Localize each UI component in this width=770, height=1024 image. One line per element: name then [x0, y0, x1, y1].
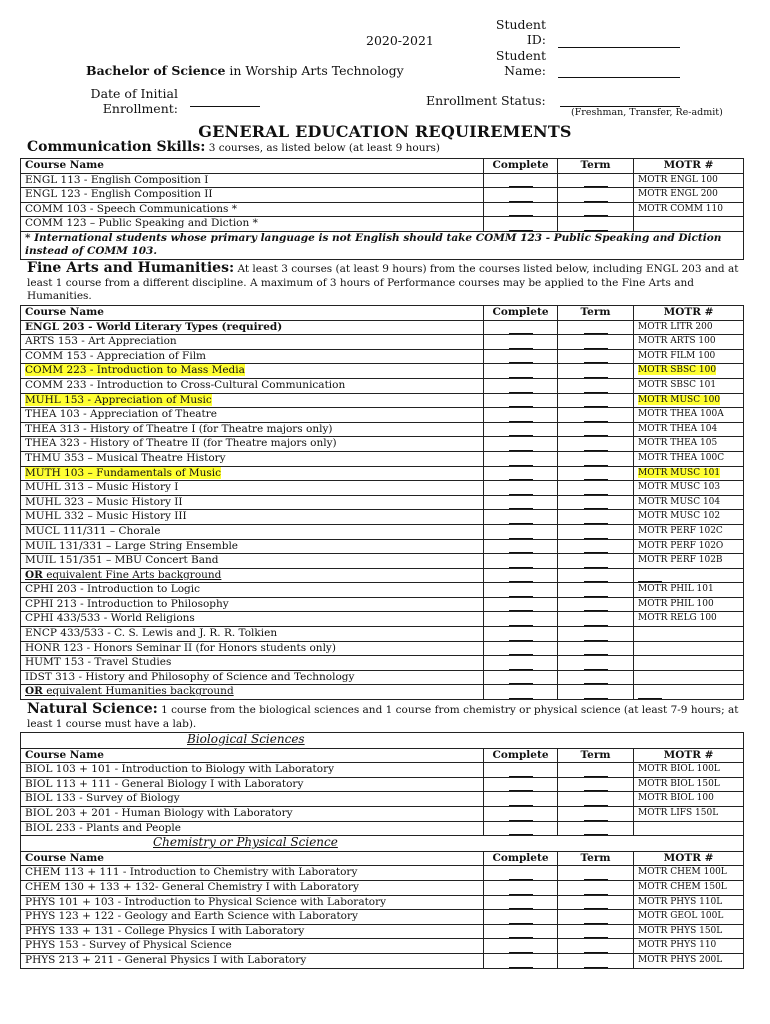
motr-code: MOTR FILM 100	[634, 349, 744, 364]
course-name: CHEM 130 + 133 + 132- General Chemistry I with Laboratory	[21, 880, 484, 895]
motr-code: MOTR PERF 102B	[634, 554, 744, 569]
term-field[interactable]	[558, 539, 634, 554]
term-field[interactable]	[558, 670, 634, 685]
column-header-row	[21, 306, 744, 321]
or-label: OR	[25, 568, 43, 581]
course-name: THMU 353 – Musical Theatre History	[21, 451, 484, 466]
col-course-name: Course Name	[21, 851, 484, 866]
motr-code: MOTR SBSC 101	[634, 378, 744, 393]
course-row	[21, 393, 744, 408]
complete-field[interactable]	[484, 670, 558, 685]
term-field[interactable]	[558, 583, 634, 598]
motr-code: MOTR THEA 104	[634, 422, 744, 437]
term-field[interactable]	[558, 685, 634, 700]
course-name: ENGL 203 - World Literary Types (required)	[21, 320, 484, 335]
motr-code: MOTR THEA 105	[634, 437, 744, 452]
column-header-row	[21, 748, 744, 763]
course-name: THEA 103 - Appreciation of Theatre	[21, 408, 484, 423]
initial-enrollment-field[interactable]	[190, 106, 260, 107]
course-row	[21, 539, 744, 554]
initial-enrollment-label: Date of Initial Enrollment:	[90, 86, 178, 116]
col-term: Term	[558, 748, 634, 763]
biological-sciences-title: Biological Sciences	[21, 733, 744, 749]
course-row	[21, 924, 744, 939]
course-row	[21, 597, 744, 612]
complete-field[interactable]	[484, 597, 558, 612]
course-name: PHYS 123 + 122 - Geology and Earth Science with Laboratory	[21, 910, 484, 925]
course-row	[21, 202, 744, 217]
term-field[interactable]	[558, 763, 634, 778]
term-field[interactable]	[558, 641, 634, 656]
course-name: PHYS 213 + 211 - General Physics I with Laboratory	[21, 953, 484, 968]
motr-code: MOTR CHEM 100L	[634, 866, 744, 881]
term-field[interactable]	[558, 895, 634, 910]
term-field[interactable]	[558, 437, 634, 452]
communication-heading: Communication Skills: 3 courses, as listed below (at least 9 hours)	[27, 139, 440, 155]
motr-code	[634, 627, 744, 642]
motr-code	[634, 568, 744, 583]
course-name: ARTS 153 - Art Appreciation	[21, 335, 484, 350]
motr-code: MOTR PERF 102O	[634, 539, 744, 554]
motr-code: MOTR BIOL 150L	[634, 777, 744, 792]
student-id-label: Student ID:	[495, 17, 546, 47]
term-field[interactable]	[558, 481, 634, 496]
complete-field[interactable]	[484, 583, 558, 598]
col-motr: MOTR #	[634, 851, 744, 866]
course-row	[21, 895, 744, 910]
term-field[interactable]	[558, 451, 634, 466]
motr-code: MOTR BIOL 100L	[634, 763, 744, 778]
course-name: BIOL 103 + 101 - Introduction to Biology with Laboratory	[21, 763, 484, 778]
complete-field[interactable]	[484, 777, 558, 792]
term-field[interactable]	[558, 320, 634, 335]
course-row	[21, 627, 744, 642]
international-note-row	[21, 231, 744, 259]
term-field[interactable]	[558, 408, 634, 423]
term-field[interactable]	[558, 393, 634, 408]
natural-science-heading: Natural Science: 1 course from the biological sciences and 1 course from chemistry or physical science (at least 7-9 hours; at least 1 course must have a lab).	[27, 701, 739, 730]
course-row	[21, 349, 744, 364]
term-field[interactable]	[558, 217, 634, 232]
complete-field[interactable]	[484, 378, 558, 393]
course-name: HUMT 153 - Travel Studies	[21, 656, 484, 671]
course-row	[21, 422, 744, 437]
complete-field[interactable]	[484, 408, 558, 423]
course-name: CPHI 213 - Introduction to Philosophy	[21, 597, 484, 612]
col-complete: Complete	[484, 306, 558, 321]
term-field[interactable]	[558, 524, 634, 539]
complete-field[interactable]	[484, 685, 558, 700]
motr-code	[634, 641, 744, 656]
term-field[interactable]	[558, 202, 634, 217]
column-header-row	[21, 159, 744, 174]
motr-code: MOTR MUSC 104	[634, 495, 744, 510]
course-row	[21, 481, 744, 496]
motr-code: MOTR LIFS 150L	[634, 806, 744, 821]
term-field[interactable]	[558, 880, 634, 895]
complete-field[interactable]	[484, 437, 558, 452]
motr-code	[634, 685, 744, 700]
term-field[interactable]	[558, 364, 634, 379]
motr-code	[634, 217, 744, 232]
course-row	[21, 583, 744, 598]
course-row	[21, 792, 744, 807]
student-name-field[interactable]	[558, 77, 680, 78]
col-course-name: Course Name	[21, 159, 484, 174]
motr-code: MOTR LITR 200	[634, 320, 744, 335]
complete-field[interactable]	[484, 173, 558, 188]
complete-field[interactable]	[484, 910, 558, 925]
complete-field[interactable]	[484, 612, 558, 627]
course-name: COMM 103 - Speech Communications *	[21, 202, 484, 217]
complete-field[interactable]	[484, 320, 558, 335]
chemistry-physical-title: Chemistry or Physical Science	[21, 836, 744, 852]
term-field[interactable]	[558, 554, 634, 569]
or-label: OR	[25, 685, 43, 698]
complete-field[interactable]	[484, 481, 558, 496]
course-name: THEA 313 - History of Theatre I (for Theatre majors only)	[21, 422, 484, 437]
term-field[interactable]	[558, 939, 634, 954]
col-complete: Complete	[484, 851, 558, 866]
communication-table	[20, 158, 744, 260]
course-name: PHYS 153 - Survey of Physical Science	[21, 939, 484, 954]
course-row	[21, 408, 744, 423]
course-name: BIOL 133 - Survey of Biology	[21, 792, 484, 807]
course-row	[21, 437, 744, 452]
international-note: * International students whose primary language is not English should take COMM 123 - Public Speaking and Diction instead of COMM 103.	[21, 231, 744, 259]
term-field[interactable]	[558, 924, 634, 939]
term-field[interactable]	[558, 378, 634, 393]
complete-field[interactable]	[484, 364, 558, 379]
complete-field[interactable]	[484, 939, 558, 954]
complete-field[interactable]	[484, 393, 558, 408]
complete-field[interactable]	[484, 188, 558, 203]
col-motr: MOTR #	[634, 306, 744, 321]
course-row	[21, 866, 744, 881]
term-field[interactable]	[558, 792, 634, 807]
term-field[interactable]	[558, 349, 634, 364]
course-name: MUCL 111/311 – Chorale	[21, 524, 484, 539]
course-name: COMM 123 – Public Speaking and Diction *	[21, 217, 484, 232]
complete-field[interactable]	[484, 495, 558, 510]
course-row	[21, 685, 744, 700]
term-field[interactable]	[558, 173, 634, 188]
course-row	[21, 510, 744, 525]
course-row	[21, 656, 744, 671]
col-course-name: Course Name	[21, 748, 484, 763]
term-field[interactable]	[558, 510, 634, 525]
term-field[interactable]	[558, 188, 634, 203]
col-motr: MOTR #	[634, 159, 744, 174]
course-name: ENCP 433/533 - C. S. Lewis and J. R. R. Tolkien	[21, 627, 484, 642]
col-course-name: Course Name	[21, 306, 484, 321]
complete-field[interactable]	[484, 880, 558, 895]
motr-code: MOTR PHYS 150L	[634, 924, 744, 939]
course-row	[21, 910, 744, 925]
term-field[interactable]	[558, 335, 634, 350]
motr-code: MOTR COMM 110	[634, 202, 744, 217]
course-row	[21, 641, 744, 656]
course-name: ENGL 123 - English Composition II	[21, 188, 484, 203]
motr-code: MOTR MUSC 100	[634, 393, 744, 408]
motr-code: MOTR ENGL 100	[634, 173, 744, 188]
course-name: OR equivalent Fine Arts background	[21, 568, 484, 583]
complete-field[interactable]	[484, 524, 558, 539]
complete-field[interactable]	[484, 953, 558, 968]
motr-code: MOTR MUSC 103	[634, 481, 744, 496]
term-field[interactable]	[558, 612, 634, 627]
course-name: BIOL 203 + 201 - Human Biology with Laboratory	[21, 806, 484, 821]
course-row	[21, 524, 744, 539]
course-row	[21, 821, 744, 836]
term-field[interactable]	[558, 953, 634, 968]
course-row	[21, 568, 744, 583]
motr-code: MOTR BIOL 100	[634, 792, 744, 807]
course-name: MUHL 313 – Music History I	[21, 481, 484, 496]
motr-code: MOTR PHYS 110	[634, 939, 744, 954]
col-term: Term	[558, 851, 634, 866]
course-name: MUIL 131/331 – Large String Ensemble	[21, 539, 484, 554]
complete-field[interactable]	[484, 568, 558, 583]
complete-field[interactable]	[484, 539, 558, 554]
term-field[interactable]	[558, 422, 634, 437]
complete-field[interactable]	[484, 895, 558, 910]
complete-field[interactable]	[484, 217, 558, 232]
complete-field[interactable]	[484, 656, 558, 671]
complete-field[interactable]	[484, 866, 558, 881]
course-row	[21, 763, 744, 778]
complete-field[interactable]	[484, 792, 558, 807]
motr-code	[634, 821, 744, 836]
term-field[interactable]	[558, 495, 634, 510]
course-name: COMM 233 - Introduction to Cross-Cultural Communication	[21, 378, 484, 393]
motr-code: MOTR GEOL 100L	[634, 910, 744, 925]
course-name: CHEM 113 + 111 - Introduction to Chemistry with Laboratory	[21, 866, 484, 881]
course-name: CPHI 433/533 - World Religions	[21, 612, 484, 627]
complete-field[interactable]	[484, 806, 558, 821]
term-field[interactable]	[558, 866, 634, 881]
motr-code: MOTR ARTS 100	[634, 335, 744, 350]
course-name: OR equivalent Humanities background	[21, 685, 484, 700]
col-motr: MOTR #	[634, 748, 744, 763]
enrollment-status-hint: (Freshman, Transfer, Re-admit)	[571, 107, 723, 118]
course-name: ENGL 113 - English Composition I	[21, 173, 484, 188]
fine-arts-heading: Fine Arts and Humanities: At least 3 courses (at least 9 hours) from the courses listed below, including ENGL 203 and at least 1 course from a different discipline. A maximum of 3 hours of Performance courses may be applied to the Fine Arts and Humanities.	[27, 260, 739, 302]
complete-field[interactable]	[484, 763, 558, 778]
complete-field[interactable]	[484, 627, 558, 642]
course-row	[21, 217, 744, 232]
course-row	[21, 173, 744, 188]
motr-code: MOTR SBSC 100	[634, 364, 744, 379]
complete-field[interactable]	[484, 554, 558, 569]
biological-sciences-title-row	[21, 733, 744, 749]
motr-code: MOTR MUSC 102	[634, 510, 744, 525]
complete-field[interactable]	[484, 335, 558, 350]
course-row	[21, 378, 744, 393]
course-row	[21, 451, 744, 466]
course-name: BIOL 233 - Plants and People	[21, 821, 484, 836]
term-field[interactable]	[558, 656, 634, 671]
motr-code: MOTR ENGL 200	[634, 188, 744, 203]
motr-code	[634, 670, 744, 685]
complete-field[interactable]	[484, 202, 558, 217]
course-name: MUHL 323 – Music History II	[21, 495, 484, 510]
motr-code: MOTR PHYS 200L	[634, 953, 744, 968]
course-name: MUHL 153 - Appreciation of Music	[21, 393, 484, 408]
course-row	[21, 806, 744, 821]
motr-code: MOTR THEA 100C	[634, 451, 744, 466]
fine-arts-table	[20, 305, 744, 700]
motr-code: MOTR PHIL 100	[634, 597, 744, 612]
term-field[interactable]	[558, 777, 634, 792]
motr-code: MOTR MUSC 101	[634, 466, 744, 481]
degree-title: Bachelor of Science in Worship Arts Technology	[86, 63, 404, 78]
motr-code	[634, 656, 744, 671]
term-field[interactable]	[558, 597, 634, 612]
course-name: BIOL 113 + 111 - General Biology I with Laboratory	[21, 777, 484, 792]
course-name: MUTH 103 – Fundamentals of Music	[21, 466, 484, 481]
course-name: COMM 153 - Appreciation of Film	[21, 349, 484, 364]
course-name: PHYS 133 + 131 - College Physics I with Laboratory	[21, 924, 484, 939]
course-row	[21, 320, 744, 335]
complete-field[interactable]	[484, 924, 558, 939]
page-title: GENERAL EDUCATION REQUIREMENTS	[198, 122, 572, 141]
chemistry-physical-title-row	[21, 836, 744, 852]
course-name: COMM 223 - Introduction to Mass Media	[21, 364, 484, 379]
course-row	[21, 364, 744, 379]
col-term: Term	[558, 159, 634, 174]
course-row	[21, 335, 744, 350]
motr-code: MOTR RELG 100	[634, 612, 744, 627]
complete-field[interactable]	[484, 821, 558, 836]
enrollment-status-label: Enrollment Status:	[426, 93, 546, 108]
course-row	[21, 612, 744, 627]
course-name: THEA 323 - History of Theatre II (for Theatre majors only)	[21, 437, 484, 452]
term-field[interactable]	[558, 806, 634, 821]
complete-field[interactable]	[484, 422, 558, 437]
motr-code: MOTR PHYS 110L	[634, 895, 744, 910]
course-row	[21, 939, 744, 954]
course-name: IDST 313 - History and Philosophy of Science and Technology	[21, 670, 484, 685]
course-row	[21, 495, 744, 510]
complete-field[interactable]	[484, 451, 558, 466]
course-row	[21, 466, 744, 481]
motr-code: MOTR THEA 100A	[634, 408, 744, 423]
student-name-label: Student Name:	[495, 48, 546, 78]
course-name: HONR 123 - Honors Seminar II (for Honors students only)	[21, 641, 484, 656]
complete-field[interactable]	[484, 466, 558, 481]
course-row	[21, 953, 744, 968]
course-name: PHYS 101 + 103 - Introduction to Physical Science with Laboratory	[21, 895, 484, 910]
motr-code: MOTR PERF 102C	[634, 524, 744, 539]
natural-science-table	[20, 732, 744, 969]
col-complete: Complete	[484, 159, 558, 174]
course-row	[21, 777, 744, 792]
motr-code: MOTR PHIL 101	[634, 583, 744, 598]
course-name: MUIL 151/351 – MBU Concert Band	[21, 554, 484, 569]
student-id-field[interactable]	[558, 47, 680, 48]
course-row	[21, 188, 744, 203]
col-term: Term	[558, 306, 634, 321]
complete-field[interactable]	[484, 510, 558, 525]
term-field[interactable]	[558, 910, 634, 925]
course-row	[21, 670, 744, 685]
course-name: CPHI 203 - Introduction to Logic	[21, 583, 484, 598]
complete-field[interactable]	[484, 349, 558, 364]
column-header-row	[21, 851, 744, 866]
motr-code: MOTR CHEM 150L	[634, 880, 744, 895]
complete-field[interactable]	[484, 641, 558, 656]
course-row	[21, 880, 744, 895]
course-row	[21, 554, 744, 569]
term-field[interactable]	[558, 568, 634, 583]
term-field[interactable]	[558, 627, 634, 642]
catalog-year: 2020-2021	[366, 33, 434, 48]
course-name: MUHL 332 – Music History III	[21, 510, 484, 525]
col-complete: Complete	[484, 748, 558, 763]
term-field[interactable]	[558, 466, 634, 481]
term-field[interactable]	[558, 821, 634, 836]
